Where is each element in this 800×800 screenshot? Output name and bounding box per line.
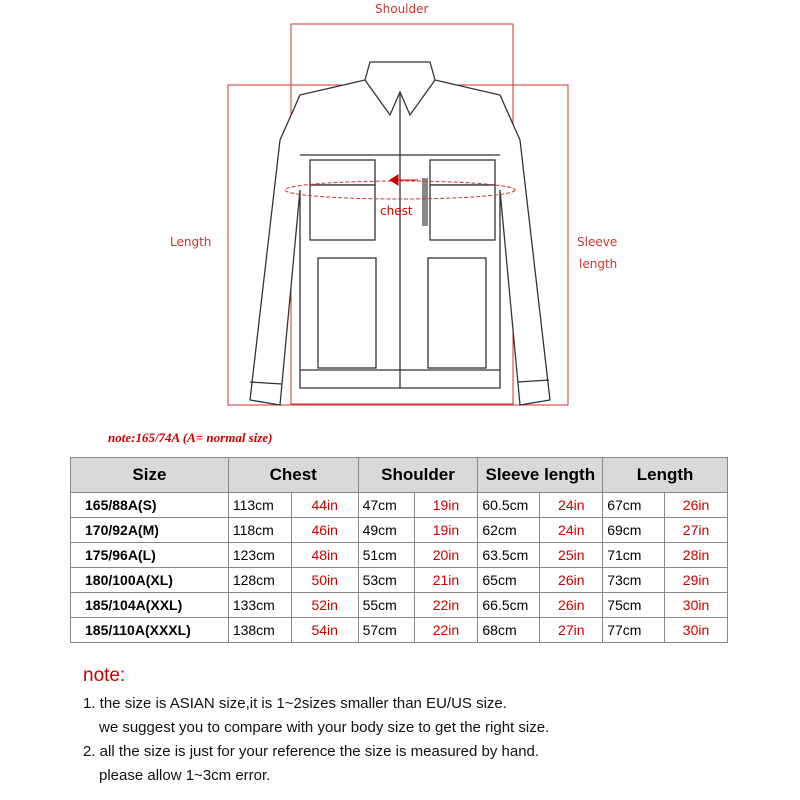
cell-size: 165/88A(S) xyxy=(71,493,229,518)
notes xyxy=(83,665,549,791)
header-size: Size xyxy=(71,458,229,493)
cell-shoulder-in: 22in xyxy=(414,593,478,618)
notes-heading: note: xyxy=(83,665,126,686)
cell-sleeve-cm: 60.5cm xyxy=(478,493,540,518)
cell-sleeve-cm: 66.5cm xyxy=(478,593,540,618)
cell-shoulder-in: 19in xyxy=(414,493,478,518)
cell-chest-cm: 118cm xyxy=(228,518,291,543)
cell-sleeve-in: 26in xyxy=(540,593,603,618)
cell-sleeve-cm: 62cm xyxy=(478,518,540,543)
cell-size: 185/110A(XXXL) xyxy=(71,618,229,643)
table-row xyxy=(71,593,728,618)
cell-length-in: 29in xyxy=(665,568,728,593)
cell-shoulder-in: 20in xyxy=(414,543,478,568)
header-shoulder: Shoulder xyxy=(358,458,478,493)
cell-length-cm: 73cm xyxy=(603,568,665,593)
table-header xyxy=(71,458,728,493)
cell-chest-in: 50in xyxy=(291,568,358,593)
cell-shoulder-in: 19in xyxy=(414,518,478,543)
cell-chest-cm: 133cm xyxy=(228,593,291,618)
cell-chest-cm: 128cm xyxy=(228,568,291,593)
sleeve-label-1: Sleeve xyxy=(577,235,618,249)
zipper-icon xyxy=(422,178,428,226)
note-line: please allow 1~3cm error. xyxy=(99,767,271,784)
cell-length-cm: 71cm xyxy=(603,543,665,568)
cell-sleeve-in: 24in xyxy=(540,493,603,518)
cell-chest-cm: 138cm xyxy=(228,618,291,643)
cell-shoulder-cm: 49cm xyxy=(358,518,414,543)
table-row xyxy=(71,493,728,518)
length-label: Length xyxy=(170,235,212,249)
cell-length-cm: 67cm xyxy=(603,493,665,518)
cell-sleeve-cm: 65cm xyxy=(478,568,540,593)
size-table xyxy=(70,457,728,643)
table-row xyxy=(71,518,728,543)
cell-chest-in: 48in xyxy=(291,543,358,568)
note-line: 1. the size is ASIAN size,it is 1~2sizes smaller than EU/US size. xyxy=(83,695,507,712)
cell-sleeve-in: 27in xyxy=(540,618,603,643)
header-chest: Chest xyxy=(228,458,358,493)
cell-shoulder-in: 22in xyxy=(414,618,478,643)
cell-shoulder-cm: 57cm xyxy=(358,618,414,643)
cell-size: 175/96A(L) xyxy=(71,543,229,568)
cell-length-in: 30in xyxy=(665,593,728,618)
cell-chest-in: 52in xyxy=(291,593,358,618)
header-sleeve: Sleeve length xyxy=(478,458,603,493)
jacket-outline xyxy=(250,62,550,405)
cell-chest-in: 54in xyxy=(291,618,358,643)
cell-chest-in: 46in xyxy=(291,518,358,543)
table-row xyxy=(71,618,728,643)
cell-chest-in: 44in xyxy=(291,493,358,518)
cell-sleeve-cm: 68cm xyxy=(478,618,540,643)
table-row xyxy=(71,568,728,593)
cell-length-in: 27in xyxy=(665,518,728,543)
note-line: 2. all the size is just for your reference the size is measured by hand. xyxy=(83,743,540,760)
sleeve-label-2: length xyxy=(579,257,618,271)
shoulder-label: Shoulder xyxy=(375,2,429,16)
chest-label: chest xyxy=(380,204,413,218)
cell-length-cm: 77cm xyxy=(603,618,665,643)
cell-shoulder-cm: 53cm xyxy=(358,568,414,593)
cell-size: 180/100A(XL) xyxy=(71,568,229,593)
cell-length-in: 30in xyxy=(665,618,728,643)
header-length: Length xyxy=(603,458,728,493)
cell-length-in: 28in xyxy=(665,543,728,568)
cell-shoulder-cm: 55cm xyxy=(358,593,414,618)
table-row xyxy=(71,543,728,568)
cell-length-cm: 69cm xyxy=(603,518,665,543)
size-note: note:165/74A (A= normal size) xyxy=(108,430,273,445)
cell-shoulder-cm: 47cm xyxy=(358,493,414,518)
cell-chest-cm: 123cm xyxy=(228,543,291,568)
cell-shoulder-in: 21in xyxy=(414,568,478,593)
cell-sleeve-in: 26in xyxy=(540,568,603,593)
cell-size: 170/92A(M) xyxy=(71,518,229,543)
cell-sleeve-in: 25in xyxy=(540,543,603,568)
cell-chest-cm: 113cm xyxy=(228,493,291,518)
note-line: we suggest you to compare with your body size to get the right size. xyxy=(99,719,550,736)
cell-size: 185/104A(XXL) xyxy=(71,593,229,618)
cell-sleeve-cm: 63.5cm xyxy=(478,543,540,568)
cell-length-in: 26in xyxy=(665,493,728,518)
cell-length-cm: 75cm xyxy=(603,593,665,618)
cell-sleeve-in: 24in xyxy=(540,518,603,543)
cell-shoulder-cm: 51cm xyxy=(358,543,414,568)
